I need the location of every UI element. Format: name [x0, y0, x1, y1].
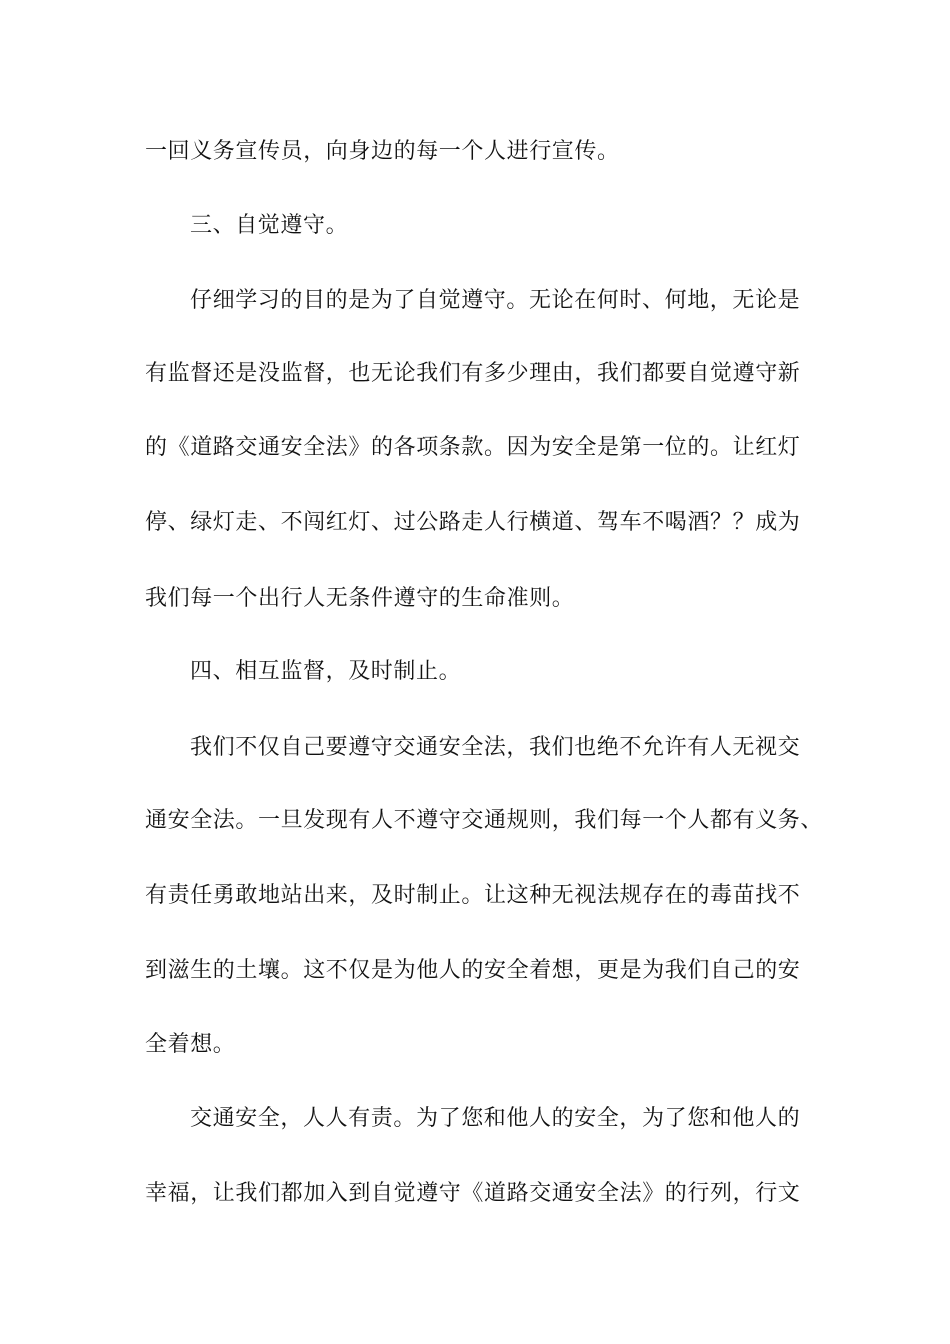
paragraph-line: 我们不仅自己要遵守交通安全法，我们也绝不允许有人无视交 [190, 735, 801, 760]
paragraph-line: 仔细学习的目的是为了自觉遵守。无论在何时、何地，无论是 [190, 288, 801, 313]
paragraph-line: 的《道路交通安全法》的各项条款。因为安全是第一位的。让红灯 [145, 435, 801, 460]
paragraph-line: 有监督还是没监督，也无论我们有多少理由，我们都要自觉遵守新 [145, 361, 801, 386]
paragraph-line: 交通安全，人人有责。为了您和他人的安全，为了您和他人的 [190, 1106, 801, 1131]
paragraph-line: 有责任勇敢地站出来，及时制止。让这种无视法规存在的毒苗找不 [145, 883, 801, 908]
section-heading-3: 三、自觉遵守。 [190, 213, 349, 238]
paragraph-line: 全着想。 [145, 1032, 236, 1057]
text-line-1: 一回义务宣传员，向身边的每一个人进行宣传。 [145, 139, 620, 164]
paragraph-line: 停、绿灯走、不闯红灯、过公路走人行横道、驾车不喝酒？？成为 [145, 510, 801, 535]
paragraph-line: 到滋生的土壤。这不仅是为他人的安全着想，更是为我们自己的安 [145, 958, 801, 983]
paragraph-line: 通安全法。一旦发现有人不遵守交通规则，我们每一个人都有义务、 [145, 808, 824, 833]
paragraph-line: 我们每一个出行人无条件遵守的生命准则。 [145, 586, 575, 611]
paragraph-line: 幸福，让我们都加入到自觉遵守《道路交通安全法》的行列，行文 [145, 1181, 801, 1206]
section-heading-4: 四、相互监督，及时制止。 [190, 659, 462, 684]
